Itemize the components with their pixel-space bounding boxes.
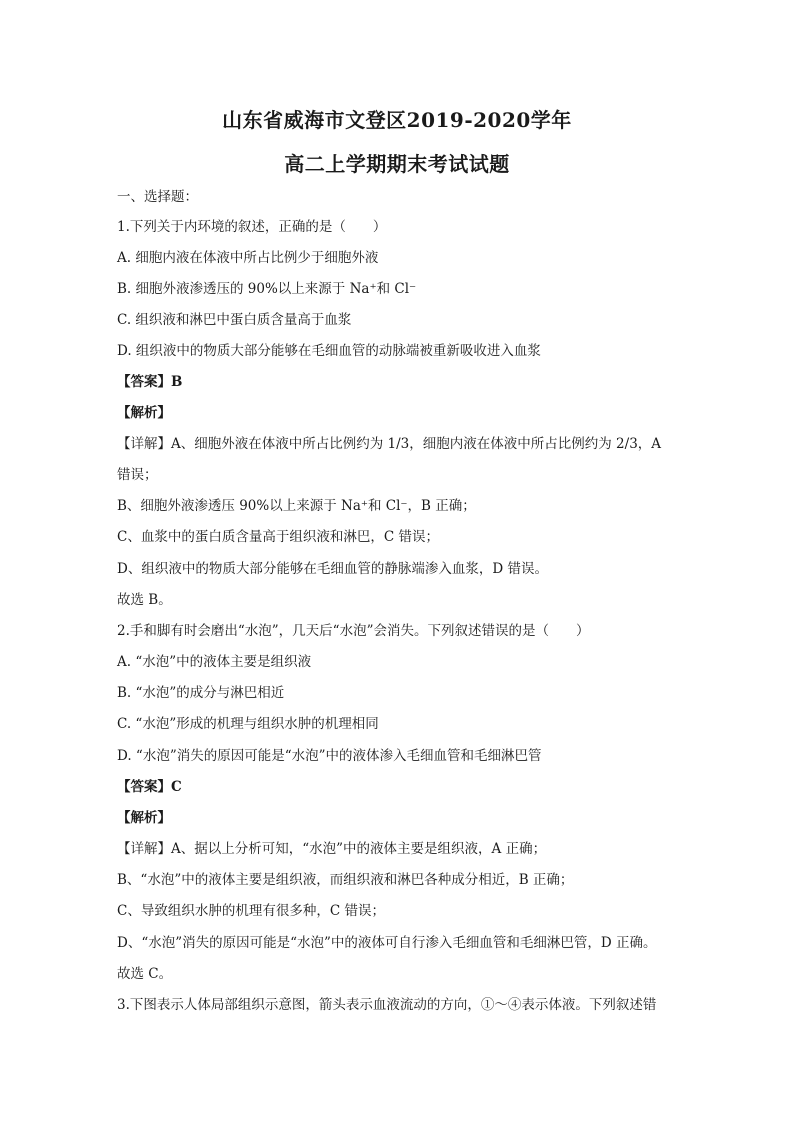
q1-detail-line: 【详解】A、细胞外液在体液中所占比例约为 1/3，细胞内液在体液中所占比例约为 2/3，A [117, 436, 662, 452]
q1-detail-line: D、组织液中的物质大部分能够在毛细血管的静脉端渗入血浆，D 错误。 [117, 561, 548, 577]
q2-stem: 2.手和脚有时会磨出“水泡”，几天后“水泡”会消失。下列叙述错误的是（ ） [117, 623, 590, 639]
q1-stem: 1.下列关于内环境的叙述，正确的是（ ） [117, 219, 387, 235]
q2-option-d: D. “水泡”消失的原因可能是“水泡”中的液体渗入毛细血管和毛细淋巴管 [117, 748, 542, 764]
q1-detail-line: C、血浆中的蛋白质含量高于组织液和淋巴，C 错误； [117, 529, 439, 545]
q1-option-b: B. 细胞外液渗透压的 90%以上来源于 Na⁺和 Cl⁻ [117, 281, 417, 297]
q1-analysis-label: 【解析】 [117, 405, 171, 421]
document-title-line2: 高二上学期期末考试试题 [284, 152, 510, 176]
q1-conclusion: 故选 B。 [117, 592, 172, 608]
q2-detail-line: D、“水泡”消失的原因可能是“水泡”中的液体可自行渗入毛细血管和毛细淋巴管，D 正确。 [117, 935, 657, 951]
q2-detail-line: B、“水泡”中的液体主要是组织液，而组织液和淋巴各种成分相近，B 正确； [117, 872, 574, 888]
q1-option-d: D. 组织液中的物质大部分能够在毛细血管的动脉端被重新吸收进入血浆 [117, 343, 541, 359]
section-heading: 一、选择题： [117, 189, 198, 205]
q2-analysis-label: 【解析】 [117, 810, 171, 826]
q1-option-c: C. 组织液和淋巴中蛋白质含量高于血浆 [117, 312, 352, 328]
q3-stem: 3.下图表示人体局部组织示意图，箭头表示血液流动的方向，①～④表示体液。下列叙述错 [117, 997, 657, 1013]
q1-detail-line: 错误； [117, 467, 158, 483]
q2-answer: 【答案】C [117, 779, 182, 795]
q2-option-c: C. “水泡”形成的机理与组织水肿的机理相同 [117, 716, 379, 732]
q1-answer: 【答案】B [117, 374, 183, 390]
q2-conclusion: 故选 C。 [117, 966, 173, 982]
q2-detail-line: 【详解】A、据以上分析可知，“水泡”中的液体主要是组织液，A 正确； [117, 841, 547, 857]
document-title-line1: 山东省威海市文登区2019-2020学年 [222, 108, 572, 132]
q2-detail-line: C、导致组织水肿的机理有很多种，C 错误； [117, 903, 385, 919]
q2-option-b: B. “水泡”的成分与淋巴相近 [117, 685, 285, 701]
q2-option-a: A. “水泡”中的液体主要是组织液 [117, 654, 312, 670]
q1-detail-line: B、细胞外液渗透压 90%以上来源于 Na⁺和 Cl⁻，B 正确； [117, 498, 476, 514]
q1-option-a: A. 细胞内液在体液中所占比例少于细胞外液 [117, 250, 379, 266]
